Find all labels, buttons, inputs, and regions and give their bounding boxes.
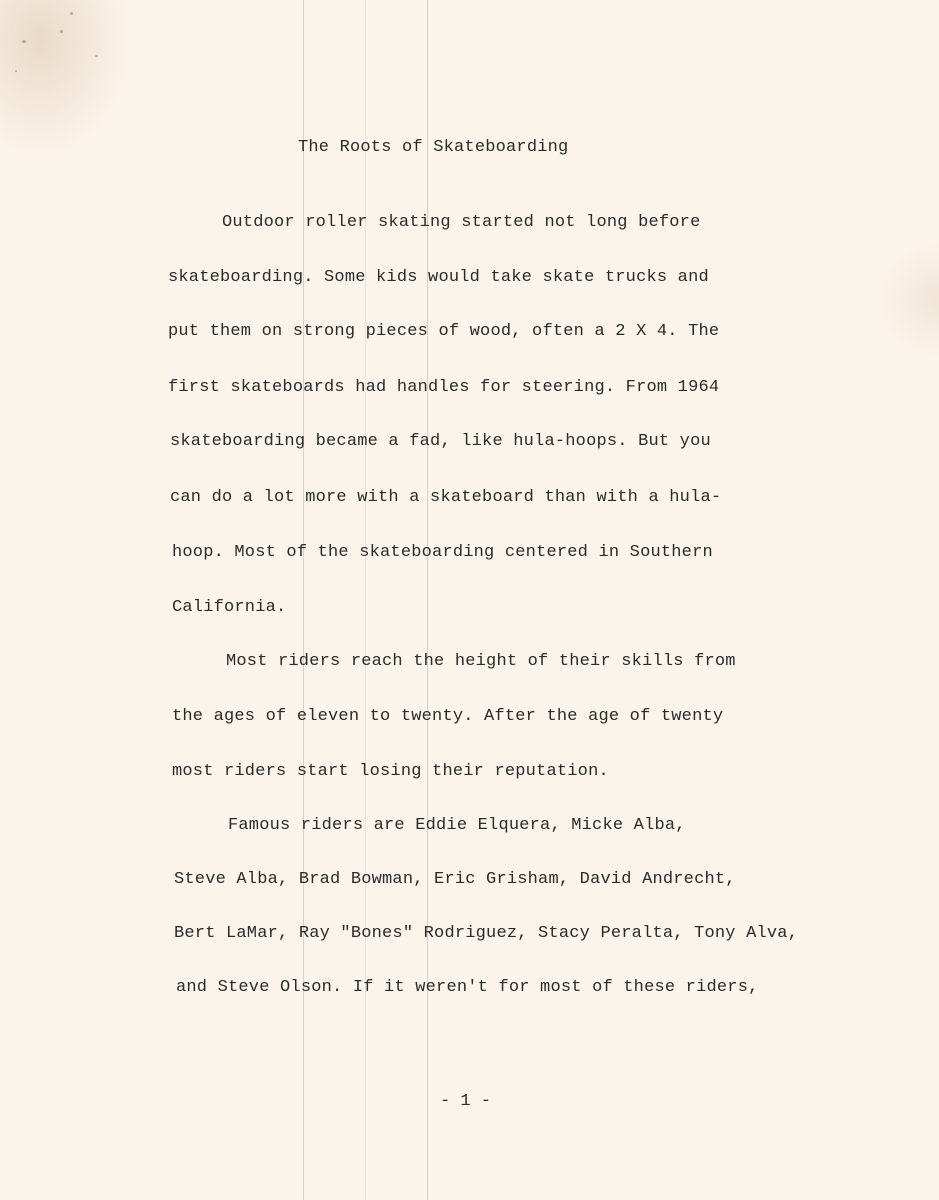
fold-crease xyxy=(427,0,428,1200)
fold-crease xyxy=(303,0,304,1200)
body-line: first skateboards had handles for steering. From 1964 xyxy=(168,378,720,397)
fold-crease xyxy=(365,0,366,1200)
body-line: can do a lot more with a skateboard than with a hula- xyxy=(170,488,722,507)
paper-stain xyxy=(95,55,98,57)
body-line: hoop. Most of the skateboarding centered in Southern xyxy=(172,543,713,562)
paper-stain xyxy=(22,40,26,43)
body-line: Bert LaMar, Ray "Bones" Rodriguez, Stacy Peralta, Tony Alva, xyxy=(174,924,799,943)
paper-stain xyxy=(60,30,63,33)
body-line: put them on strong pieces of wood, often a 2 X 4. The xyxy=(168,322,720,341)
page-number: - 1 - xyxy=(440,1092,492,1111)
body-line: Outdoor roller skating started not long before xyxy=(222,213,701,232)
body-line: and Steve Olson. If it weren't for most of these riders, xyxy=(176,978,759,997)
paper-stain xyxy=(15,70,17,72)
body-line: Most riders reach the height of their skills from xyxy=(226,652,736,671)
body-line: skateboarding. Some kids would take skate trucks and xyxy=(168,268,709,287)
paper-stain xyxy=(70,12,73,15)
body-line: the ages of eleven to twenty. After the age of twenty xyxy=(172,707,724,726)
body-line: Steve Alba, Brad Bowman, Eric Grisham, David Andrecht, xyxy=(174,870,736,889)
body-line: California. xyxy=(172,598,287,617)
body-line: skateboarding became a fad, like hula-hoops. But you xyxy=(170,432,711,451)
body-line: Famous riders are Eddie Elquera, Micke Alba, xyxy=(228,816,686,835)
document-title: The Roots of Skateboarding xyxy=(298,138,569,157)
body-line: most riders start losing their reputation. xyxy=(172,762,609,781)
